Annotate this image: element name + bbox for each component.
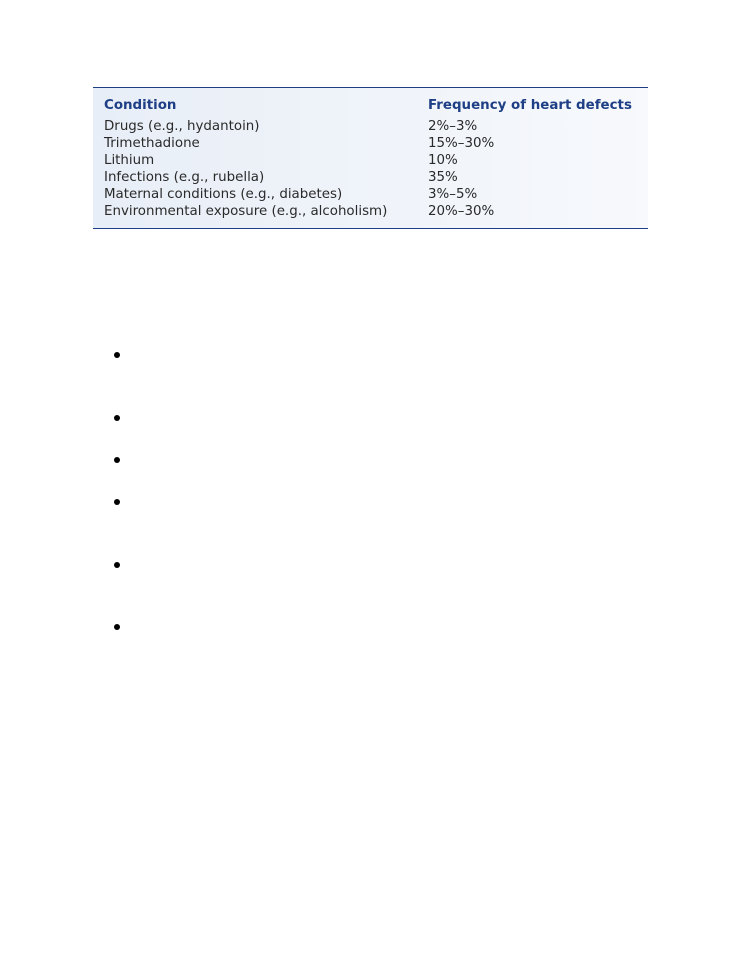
cell-frequency: 20%–30% xyxy=(428,204,495,219)
table-row xyxy=(104,169,632,186)
cell-frequency: 2%–3% xyxy=(428,119,478,134)
heart-defects-table-panel xyxy=(93,87,648,229)
cell-condition: Environmental exposure (e.g., alcoholism) xyxy=(104,204,388,219)
bullet-icon xyxy=(114,415,120,421)
cell-frequency: 35% xyxy=(428,170,458,185)
cell-condition: Maternal conditions (e.g., diabetes) xyxy=(104,187,343,202)
bullet-icon xyxy=(114,624,120,630)
table-row xyxy=(104,203,632,220)
cell-condition: Lithium xyxy=(104,153,155,168)
cell-frequency: 15%–30% xyxy=(428,136,495,151)
table-row xyxy=(104,152,632,169)
bullet-icon xyxy=(114,562,120,568)
table-row xyxy=(104,186,632,203)
table-row xyxy=(104,135,632,152)
cell-condition: Infections (e.g., rubella) xyxy=(104,170,265,185)
header-frequency: Frequency of heart defects xyxy=(428,98,632,113)
bullet-icon xyxy=(114,457,120,463)
table-row xyxy=(104,118,632,135)
bullet-icon xyxy=(114,352,120,358)
table-header-row xyxy=(104,97,632,118)
bullet-icon xyxy=(114,499,120,505)
header-condition: Condition xyxy=(104,98,177,113)
cell-frequency: 3%–5% xyxy=(428,187,478,202)
cell-condition: Drugs (e.g., hydantoin) xyxy=(104,119,260,134)
cell-frequency: 10% xyxy=(428,153,458,168)
heart-defects-table xyxy=(104,97,632,220)
cell-condition: Trimethadione xyxy=(104,136,200,151)
